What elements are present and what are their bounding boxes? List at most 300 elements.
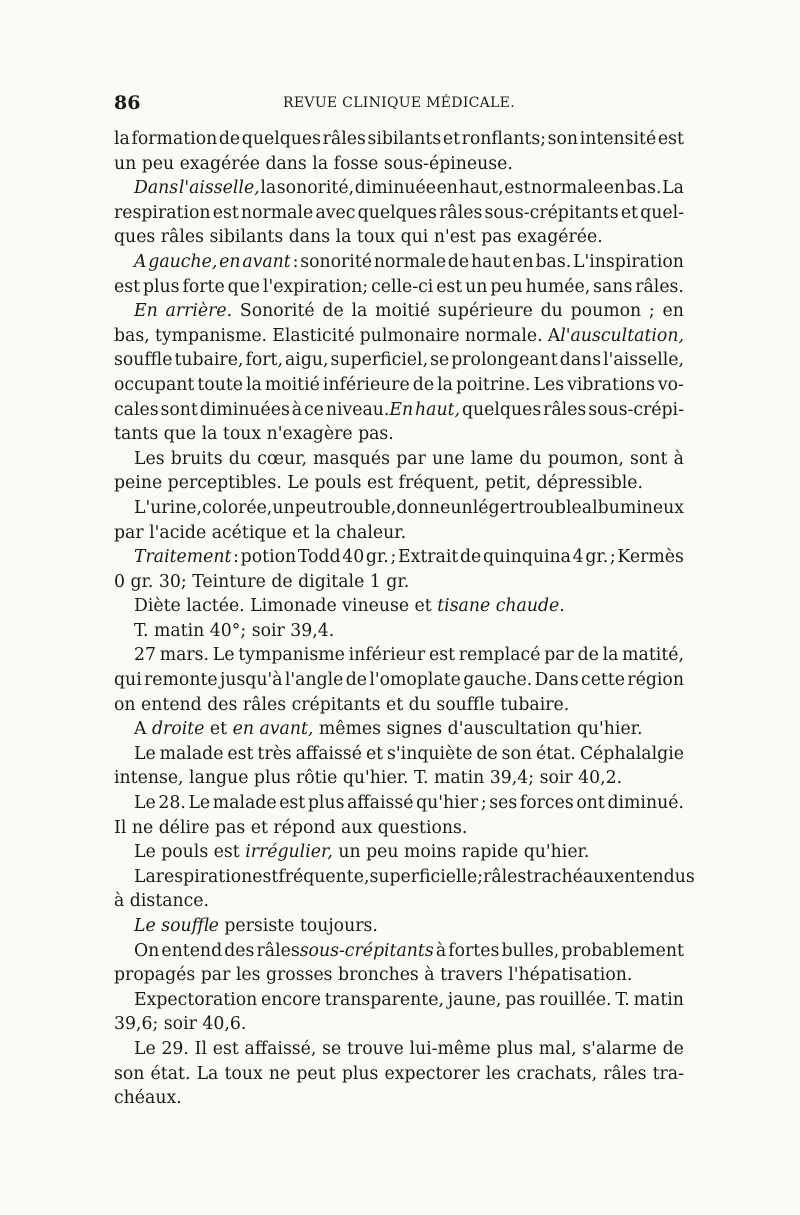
word xyxy=(663,299,684,324)
text-run: la xyxy=(246,374,262,395)
text-run: tants que la toux n'exagère pas. xyxy=(114,424,394,445)
text-run: la xyxy=(351,301,368,322)
text-run: peut xyxy=(296,1063,336,1084)
word xyxy=(634,988,684,1013)
text-run: ; xyxy=(390,547,397,568)
text-run: Le pouls est xyxy=(134,842,246,863)
text-run: poumon, xyxy=(547,448,624,469)
text-run: est xyxy=(279,793,306,814)
word xyxy=(160,643,209,668)
text-run: et xyxy=(620,202,638,223)
text-line xyxy=(114,1037,684,1062)
word xyxy=(134,447,165,472)
text-line xyxy=(114,791,684,816)
word xyxy=(496,1037,533,1062)
text-run: plus xyxy=(341,1063,379,1084)
word xyxy=(501,939,559,964)
word xyxy=(346,668,367,693)
text-run: la xyxy=(114,129,130,149)
text-run: Expectoration xyxy=(134,989,258,1010)
text-run: gr. xyxy=(585,547,609,568)
text-run: se xyxy=(430,350,450,371)
word xyxy=(213,643,235,668)
text-run: normale xyxy=(530,178,604,199)
text-run: vibrations xyxy=(567,374,655,395)
word xyxy=(131,127,217,152)
text-line xyxy=(114,914,684,939)
word xyxy=(366,545,389,570)
word xyxy=(260,176,276,201)
word xyxy=(398,545,458,570)
text-run: entendus xyxy=(614,866,695,887)
word xyxy=(300,250,372,275)
text-run: matin xyxy=(633,989,684,1010)
word xyxy=(296,742,362,767)
word xyxy=(134,988,257,1013)
word xyxy=(295,496,327,521)
text-run: une xyxy=(432,448,465,469)
text-run: par xyxy=(544,645,574,666)
text-line xyxy=(114,398,684,423)
word xyxy=(396,496,450,521)
text-run: un xyxy=(465,276,488,297)
word xyxy=(296,1062,335,1087)
word xyxy=(439,201,482,226)
word xyxy=(456,373,531,398)
word xyxy=(385,1062,480,1087)
text-run: sont xyxy=(630,448,668,469)
word xyxy=(615,988,629,1013)
word xyxy=(134,643,156,668)
text-line xyxy=(114,250,684,275)
word xyxy=(607,791,683,816)
text-run: crachats, xyxy=(516,1063,598,1084)
text-run: rouillée. xyxy=(539,989,612,1010)
word xyxy=(148,250,217,275)
text-line xyxy=(114,299,684,324)
text-run: ; xyxy=(648,301,655,322)
text-run: ce xyxy=(304,399,324,420)
italic-text: Dans xyxy=(134,178,179,199)
text-run: mars. xyxy=(159,645,210,666)
word xyxy=(481,791,487,816)
text-run: en xyxy=(603,178,626,199)
text-run: masqués xyxy=(313,448,391,469)
word xyxy=(134,299,158,324)
word xyxy=(580,742,684,767)
text-run: donne xyxy=(396,497,451,518)
text-run: sous-crépitants xyxy=(484,202,619,223)
word xyxy=(114,275,140,300)
text-run: normale. xyxy=(464,325,543,346)
word xyxy=(535,668,579,693)
word xyxy=(213,1037,239,1062)
page-header xyxy=(114,92,684,122)
text-run: transparente, xyxy=(324,989,444,1010)
text-line xyxy=(114,348,684,373)
text-run: sonorité xyxy=(300,251,372,272)
word xyxy=(416,791,478,816)
word xyxy=(219,127,240,152)
italic-text: en avant, xyxy=(232,719,314,740)
text-line xyxy=(114,201,684,226)
word xyxy=(438,299,533,324)
text-run: quel- xyxy=(640,202,684,223)
text-run: quelques xyxy=(241,129,322,149)
word xyxy=(448,939,499,964)
word xyxy=(246,373,262,398)
word xyxy=(304,398,324,423)
word xyxy=(375,299,430,324)
text-run: peine perceptibles. Le pouls est fréquent, petit, dépressible. xyxy=(114,473,644,494)
text-line xyxy=(114,275,684,300)
text-line xyxy=(114,816,684,841)
text-line xyxy=(114,324,684,349)
text-run: L'inspiration xyxy=(573,251,684,272)
text-run: occupant xyxy=(114,374,195,395)
text-run: trouble xyxy=(518,497,582,518)
word xyxy=(188,791,210,816)
word xyxy=(195,1037,207,1062)
text-line xyxy=(114,521,684,546)
word xyxy=(325,988,444,1013)
text-run: un peu exagérée dans la fosse sous-épineuse. xyxy=(114,153,513,174)
word xyxy=(272,324,354,349)
word xyxy=(278,865,369,890)
text-run: à xyxy=(435,940,447,961)
word xyxy=(292,398,302,423)
text-run: léger xyxy=(472,497,519,518)
italic-text: arrière. xyxy=(165,301,233,322)
text-run: Il ne délire pas et répond aux questions. xyxy=(114,817,468,838)
text-line xyxy=(114,717,684,742)
text-line xyxy=(114,570,684,595)
text-run: toute xyxy=(197,374,243,395)
text-run: probablement xyxy=(561,940,684,961)
word xyxy=(471,447,513,472)
italic-text: sous-crépitants xyxy=(299,940,434,961)
word xyxy=(272,496,294,521)
text-run: moitié xyxy=(375,301,431,322)
text-run: aigu, xyxy=(284,350,329,371)
text-run: pulmonaire xyxy=(359,325,460,346)
text-run: trachéaux xyxy=(526,866,614,887)
text-run: de xyxy=(459,547,482,568)
text-run: Les xyxy=(134,448,165,469)
word xyxy=(369,668,461,693)
word xyxy=(322,1037,341,1062)
word xyxy=(323,373,410,398)
text-run: état. xyxy=(150,1063,191,1084)
word xyxy=(653,1062,684,1087)
word xyxy=(158,791,185,816)
word xyxy=(429,643,455,668)
text-run: de xyxy=(476,743,498,764)
text-run: un xyxy=(450,497,473,518)
text-run: 39,6; soir 40,6. xyxy=(114,1014,247,1035)
word xyxy=(548,447,624,472)
text-run: râles. xyxy=(635,276,684,297)
italic-text: Traitement xyxy=(134,547,232,568)
text-run: à xyxy=(291,399,303,420)
text-run: du xyxy=(519,448,542,469)
text-run: moitié xyxy=(264,374,320,395)
page-number: 86 xyxy=(114,92,141,114)
text-run: poitrine. xyxy=(455,374,531,395)
word xyxy=(241,201,313,226)
italic-text: En xyxy=(389,399,414,420)
text-run: état. xyxy=(535,743,576,764)
word xyxy=(580,127,657,152)
text-run: ; xyxy=(480,793,487,814)
text-run: superficiel, xyxy=(330,350,429,371)
text-run: La xyxy=(662,178,684,199)
word xyxy=(610,545,616,570)
word xyxy=(539,988,611,1013)
word xyxy=(327,496,396,521)
word xyxy=(160,742,224,767)
text-run: s'inquiète xyxy=(387,743,473,764)
text-run: tubaire, xyxy=(174,350,244,371)
word xyxy=(649,299,655,324)
text-line xyxy=(114,939,684,964)
word xyxy=(430,348,449,373)
text-run: très xyxy=(257,743,292,764)
word xyxy=(265,373,320,398)
word xyxy=(331,348,429,373)
text-run: un xyxy=(272,497,295,518)
word xyxy=(156,865,253,890)
word xyxy=(450,496,472,521)
text-run: est xyxy=(504,178,531,199)
text-run: chéaux. xyxy=(114,1088,182,1109)
text-line xyxy=(114,373,684,398)
word xyxy=(245,1037,317,1062)
text-run: normale xyxy=(241,202,314,223)
text-line xyxy=(114,422,684,447)
word xyxy=(588,398,684,423)
italic-text: l'auscultation, xyxy=(560,325,684,346)
word xyxy=(252,865,278,890)
word xyxy=(476,742,497,767)
word xyxy=(617,545,683,570)
text-run: albumineux xyxy=(581,497,684,518)
text-run: trouble, xyxy=(327,497,397,518)
text-run: fort, xyxy=(245,350,283,371)
word xyxy=(463,668,532,693)
text-run: bas. xyxy=(535,251,572,272)
word xyxy=(114,201,211,226)
text-run: fréquente, xyxy=(278,866,370,887)
word xyxy=(114,1062,144,1087)
text-run: forte xyxy=(182,276,225,297)
word xyxy=(460,545,481,570)
text-run: râles xyxy=(256,940,300,961)
word xyxy=(436,939,446,964)
text-run: Extrait xyxy=(397,547,459,568)
text-line xyxy=(114,840,684,865)
word xyxy=(213,201,239,226)
text-line xyxy=(114,447,684,472)
word xyxy=(539,1037,577,1062)
text-run: la xyxy=(260,178,277,199)
text-run: souffle xyxy=(114,350,173,371)
text-run: tympanisme xyxy=(238,645,345,666)
text-line xyxy=(114,889,684,914)
text-line xyxy=(114,988,684,1013)
italic-text: tisane chaude. xyxy=(437,596,565,617)
word xyxy=(603,643,619,668)
text-run: respiration xyxy=(155,866,253,887)
text-run: est xyxy=(436,276,463,297)
word xyxy=(347,791,413,816)
text-run: la xyxy=(602,645,619,666)
text-run: de xyxy=(322,301,344,322)
text-run: forces xyxy=(519,793,574,814)
text-line xyxy=(114,619,684,644)
word xyxy=(505,988,535,1013)
text-run: et xyxy=(204,719,233,740)
word xyxy=(114,348,172,373)
word xyxy=(238,643,345,668)
word xyxy=(134,496,202,521)
word xyxy=(277,176,354,201)
word xyxy=(409,1037,490,1062)
text-run: Le xyxy=(134,1038,156,1059)
word xyxy=(202,496,272,521)
text-run: et xyxy=(365,743,384,764)
text-run: entend xyxy=(161,940,223,961)
text-line xyxy=(114,127,684,152)
text-run: et xyxy=(442,129,461,149)
word xyxy=(485,201,619,226)
word xyxy=(224,939,254,964)
text-run: de xyxy=(447,251,470,272)
word xyxy=(390,545,396,570)
text-run: un peu moins rapide qu'hier. xyxy=(332,842,590,863)
text-run: les xyxy=(485,1063,511,1084)
text-run: râles xyxy=(603,1063,647,1084)
text-run: par xyxy=(396,448,426,469)
word xyxy=(197,1062,219,1087)
text-run: on entend des râles crépitants et du souffle tubaire. xyxy=(114,694,570,715)
text-run: formation xyxy=(131,129,218,149)
text-run: peu xyxy=(490,276,523,297)
text-run: de xyxy=(345,670,368,691)
text-run: A xyxy=(547,325,561,346)
text-run: lame xyxy=(470,448,514,469)
text-run: malade xyxy=(159,743,224,764)
text-run: sans xyxy=(593,276,633,297)
text-run: diminué. xyxy=(607,793,684,814)
italic-text: irrégulier, xyxy=(245,842,333,863)
word xyxy=(582,1037,657,1062)
word xyxy=(257,447,307,472)
word xyxy=(573,545,584,570)
text-run: tympanisme. xyxy=(154,325,268,346)
text-run: malade xyxy=(212,793,277,814)
word xyxy=(263,275,368,300)
text-run: pas xyxy=(505,989,536,1010)
word xyxy=(674,447,684,472)
text-run: matité, xyxy=(622,645,684,666)
text-run: est xyxy=(212,1038,239,1059)
text-run: par l'acide acétique et la chaleur. xyxy=(114,522,407,543)
text-line xyxy=(114,225,684,250)
text-run: 0 gr. 30; Teinture de digitale 1 gr. xyxy=(114,571,410,592)
word xyxy=(347,1037,404,1062)
word xyxy=(658,127,684,152)
word xyxy=(489,791,517,816)
italic-text: l'aisselle, xyxy=(178,178,260,199)
word xyxy=(261,988,321,1013)
word xyxy=(151,1062,191,1087)
italic-text: A xyxy=(134,251,147,272)
text-run: dans xyxy=(559,350,602,371)
text-run: supérieure xyxy=(437,301,533,322)
text-run: bruits xyxy=(170,448,223,469)
text-run: affaissé xyxy=(347,793,414,814)
word xyxy=(544,643,574,668)
word xyxy=(298,545,341,570)
word xyxy=(349,643,426,668)
word xyxy=(436,275,462,300)
word xyxy=(593,275,632,300)
word xyxy=(548,127,578,152)
word xyxy=(437,373,453,398)
text-run: quelques xyxy=(461,399,542,420)
word xyxy=(366,742,383,767)
text-run: bas, xyxy=(114,325,150,346)
text-line xyxy=(114,865,695,890)
word xyxy=(285,668,344,693)
text-line xyxy=(114,471,684,496)
text-run: 29. xyxy=(161,1038,189,1059)
italic-text: Le souffle xyxy=(134,916,219,936)
word xyxy=(257,939,434,964)
text-run: celle-ci xyxy=(371,276,434,297)
text-run: l'aisselle, xyxy=(603,350,684,371)
text-run: quelques xyxy=(357,202,437,223)
word xyxy=(308,791,345,816)
text-run: Le xyxy=(212,645,235,666)
word xyxy=(371,275,433,300)
text-line xyxy=(114,594,684,619)
text-run: en xyxy=(662,301,684,322)
word xyxy=(200,398,290,423)
word xyxy=(541,299,563,324)
text-run: cales xyxy=(114,399,159,420)
word xyxy=(242,250,290,275)
text-run: trouve xyxy=(346,1038,404,1059)
word xyxy=(161,398,198,423)
word xyxy=(360,324,460,349)
text-run: A xyxy=(134,719,152,740)
text-run: diminuées xyxy=(199,399,290,420)
text-run: son xyxy=(501,743,533,764)
text-run: : xyxy=(292,251,299,272)
text-run: son xyxy=(114,1063,145,1084)
text-run: lui-même xyxy=(409,1038,491,1059)
italic-text: haut, xyxy=(415,399,461,420)
text-run: La xyxy=(134,866,156,887)
word xyxy=(516,1062,597,1087)
text-run: T. xyxy=(615,989,630,1010)
word xyxy=(220,668,283,693)
text-run: jaune, xyxy=(447,989,502,1010)
word xyxy=(166,299,233,324)
word xyxy=(603,348,684,373)
